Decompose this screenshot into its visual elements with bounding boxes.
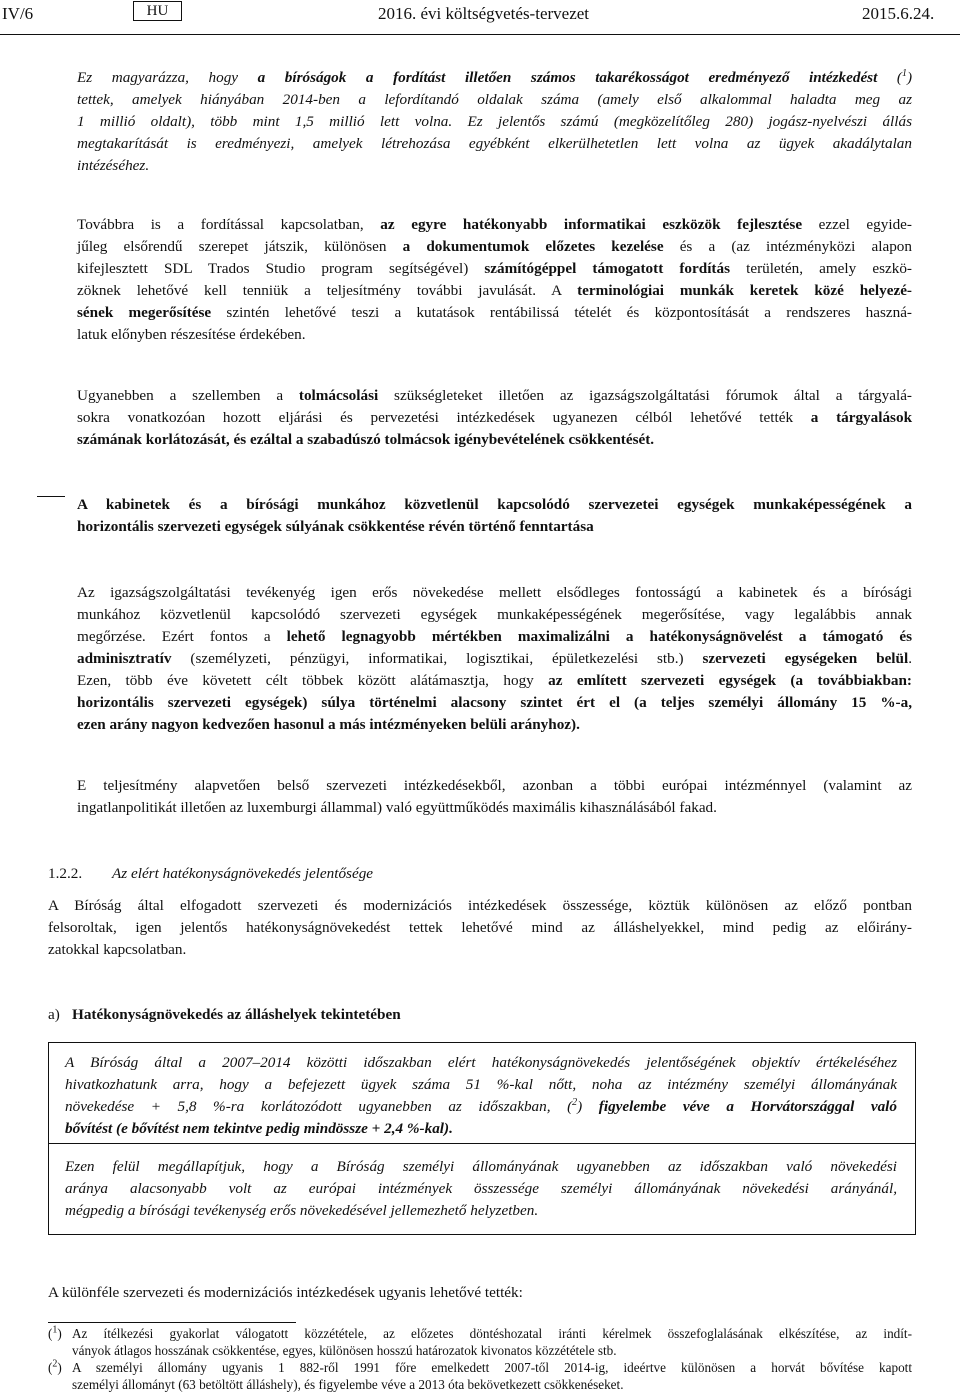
footnote-ref-1[interactable]: 1 [901, 67, 907, 79]
paragraph-support-units: Az igazságszolgáltatási tevékenyég igen erős növekedése mellett elsődleges fontosságú a kabinetek és a bírósági munkához közvetlenül kapcsolódó szervezeti egységek munkaképességének megerősítése, vagy legalábbis annak megőrzése. Ezért fontos a lehető legnagyobb mértékben maximalizálni a hatékonyságnövelést a támogató és adminisztratív (személyzeti, pénzügyi, informatikai, logisztikai, épületkezelési stb.) szervezeti egységeken belül. Ezen, több éve követett célt többek között alátámasztja, hogy az említett szervezeti egységek (a továbbiakban: horizontális szervezeti egységek) súlya történelmi alacsony szintet ért el (a teljes személyi állomány 15 %-a, ezen arány nagyon kedvezően hasonul a más intézményeken belüli arányhoz). [77, 584, 912, 733]
subsection-marker: a) [48, 1006, 60, 1023]
em-dash-marker [37, 496, 65, 497]
document-title: 2016. évi költségvetés-tervezet [378, 4, 590, 23]
subsection-title: Hatékonyságnövekedés az álláshelyek tekintetében [72, 1006, 401, 1023]
language-badge: HU [133, 1, 182, 21]
footnote-ref-2[interactable]: 2 [572, 1096, 578, 1108]
paragraph-it-tools: Továbbra is a fordítással kapcsolatban, az egyre hatékonyabb informatikai eszközök fejlesztése ezzel egyide- jűleg elsőrendű szerepet játszik, különösen a dokumentumok előzetes kezelése és a (az intézményközi alapon kifejlesztett SDL Trados Studio program segítségével) számítógéppel támogatott fordítás területén, amely eszkö- zöknek lehetővé kell tenniük a teljesítmény további javulását. A terminológiai munkák keretek közé helyezé- sének megerősítése szintén lehetővé teszi a kutatások rentábilissá tételét és központosítását a rendszeres haszná- latuk előnyben részesítése érdekében. [77, 216, 912, 343]
section-heading-cabinets: A kabinetek és a bírósági munkához közvetlenül kapcsolódó szervezetei egységek munkaképességének a horizontális szervezeti egységek súlyának csökkentése révén történő fenntartása [77, 496, 912, 535]
paragraph-efficiency-gains: A Bíróság által elfogadott szervezeti és modernizációs intézkedések összessége, köztük különösen az előző pontban felsoroltak, igen jelentős hatékonyságnövekedést tettek lehetővé mind az álláshelyekkel, mind pedig az előirány- zatokkal kapcsolatban. [48, 897, 912, 958]
boxed-note-staffing: A Bíróság által a 2007–2014 közötti időszakban elért hatékonyságnövekedés jelentőségének objektív értékeléséhez hivatkozhatunk arra, hogy a befejezett ügyek száma 51 %-kal nőtt, noha az intézmény személyi állományának növekedése + 5,8 %-ra korlátozódott ugyanebben az időszakban, ($^2$) figyelembe véve a Horvátországgal való bővítést (e bővítést nem tekintve pedig mindössze + 2,4 %-kal). [48, 1042, 916, 1144]
section-title: Az elért hatékonyságnövekedés jelentősége [112, 865, 374, 882]
paragraph-interpreting: Ugyanebben a szellemben a tolmácsolási szükségleteket illetően az igazságszolgáltatási fórumok által a tárgyalá- sokra vonatkozóan hozott eljárási és pervezetési intézkedések ugyanezen célból lehetővé tették a tárgyalások számának korlátozását, és ezáltal a szabadúszó tolmácsok igénybevételének csökkentését. [77, 387, 913, 448]
paragraph-cooperation: E teljesítmény alapvetően belső szervezeti intézkedésekből, azonban a többi európai intézménnyel (valamint az ingatlanpolitikát illetően az luxemburgi állammal) való együttműködés maximális kihasználásából fakad. [77, 777, 912, 816]
boxed-note-growth: Ezen felül megállapítjuk, hogy a Bíróság személyi állományának ugyanebben az időszakban való növekedési aránya alacsonyabb volt az európai intézmények összessége személyi állományának növekedési arányánál, mégpedig a bírósági tevékenység erős növekedésével jellemezhető helyzetben. [48, 1143, 916, 1235]
document-date: 2015.6.24. [862, 4, 935, 23]
paragraph-measures-enabled: A különféle szervezeti és modernizációs intézkedések ugyanis lehetővé tették: [48, 1284, 523, 1301]
section-number: 1.2.2. [48, 865, 83, 882]
paragraph-translation-savings: Ez magyarázza, hogy a bíróságok a fordítást illetően számos takarékosságot eredményező intézkedést ($^1$) tettek, amelyek hiányában 2014-ben a lefordítandó oldalak száma (amely első alkalommal haladta meg az 1 millió oldalt), több mint 1,5 millió lett volna. Ez jelentős számú (megközelítőleg 280) jogász-nyelvészi állás megtakarítását is eredményezi, amelyek létrehozása egyébként elkerülhetetlen lett volna az ügyek akadálytalan intézéséhez. [77, 67, 912, 174]
footnote-rule [48, 1322, 296, 1323]
header-rule [0, 34, 960, 35]
page-number: IV/6 [2, 4, 34, 23]
